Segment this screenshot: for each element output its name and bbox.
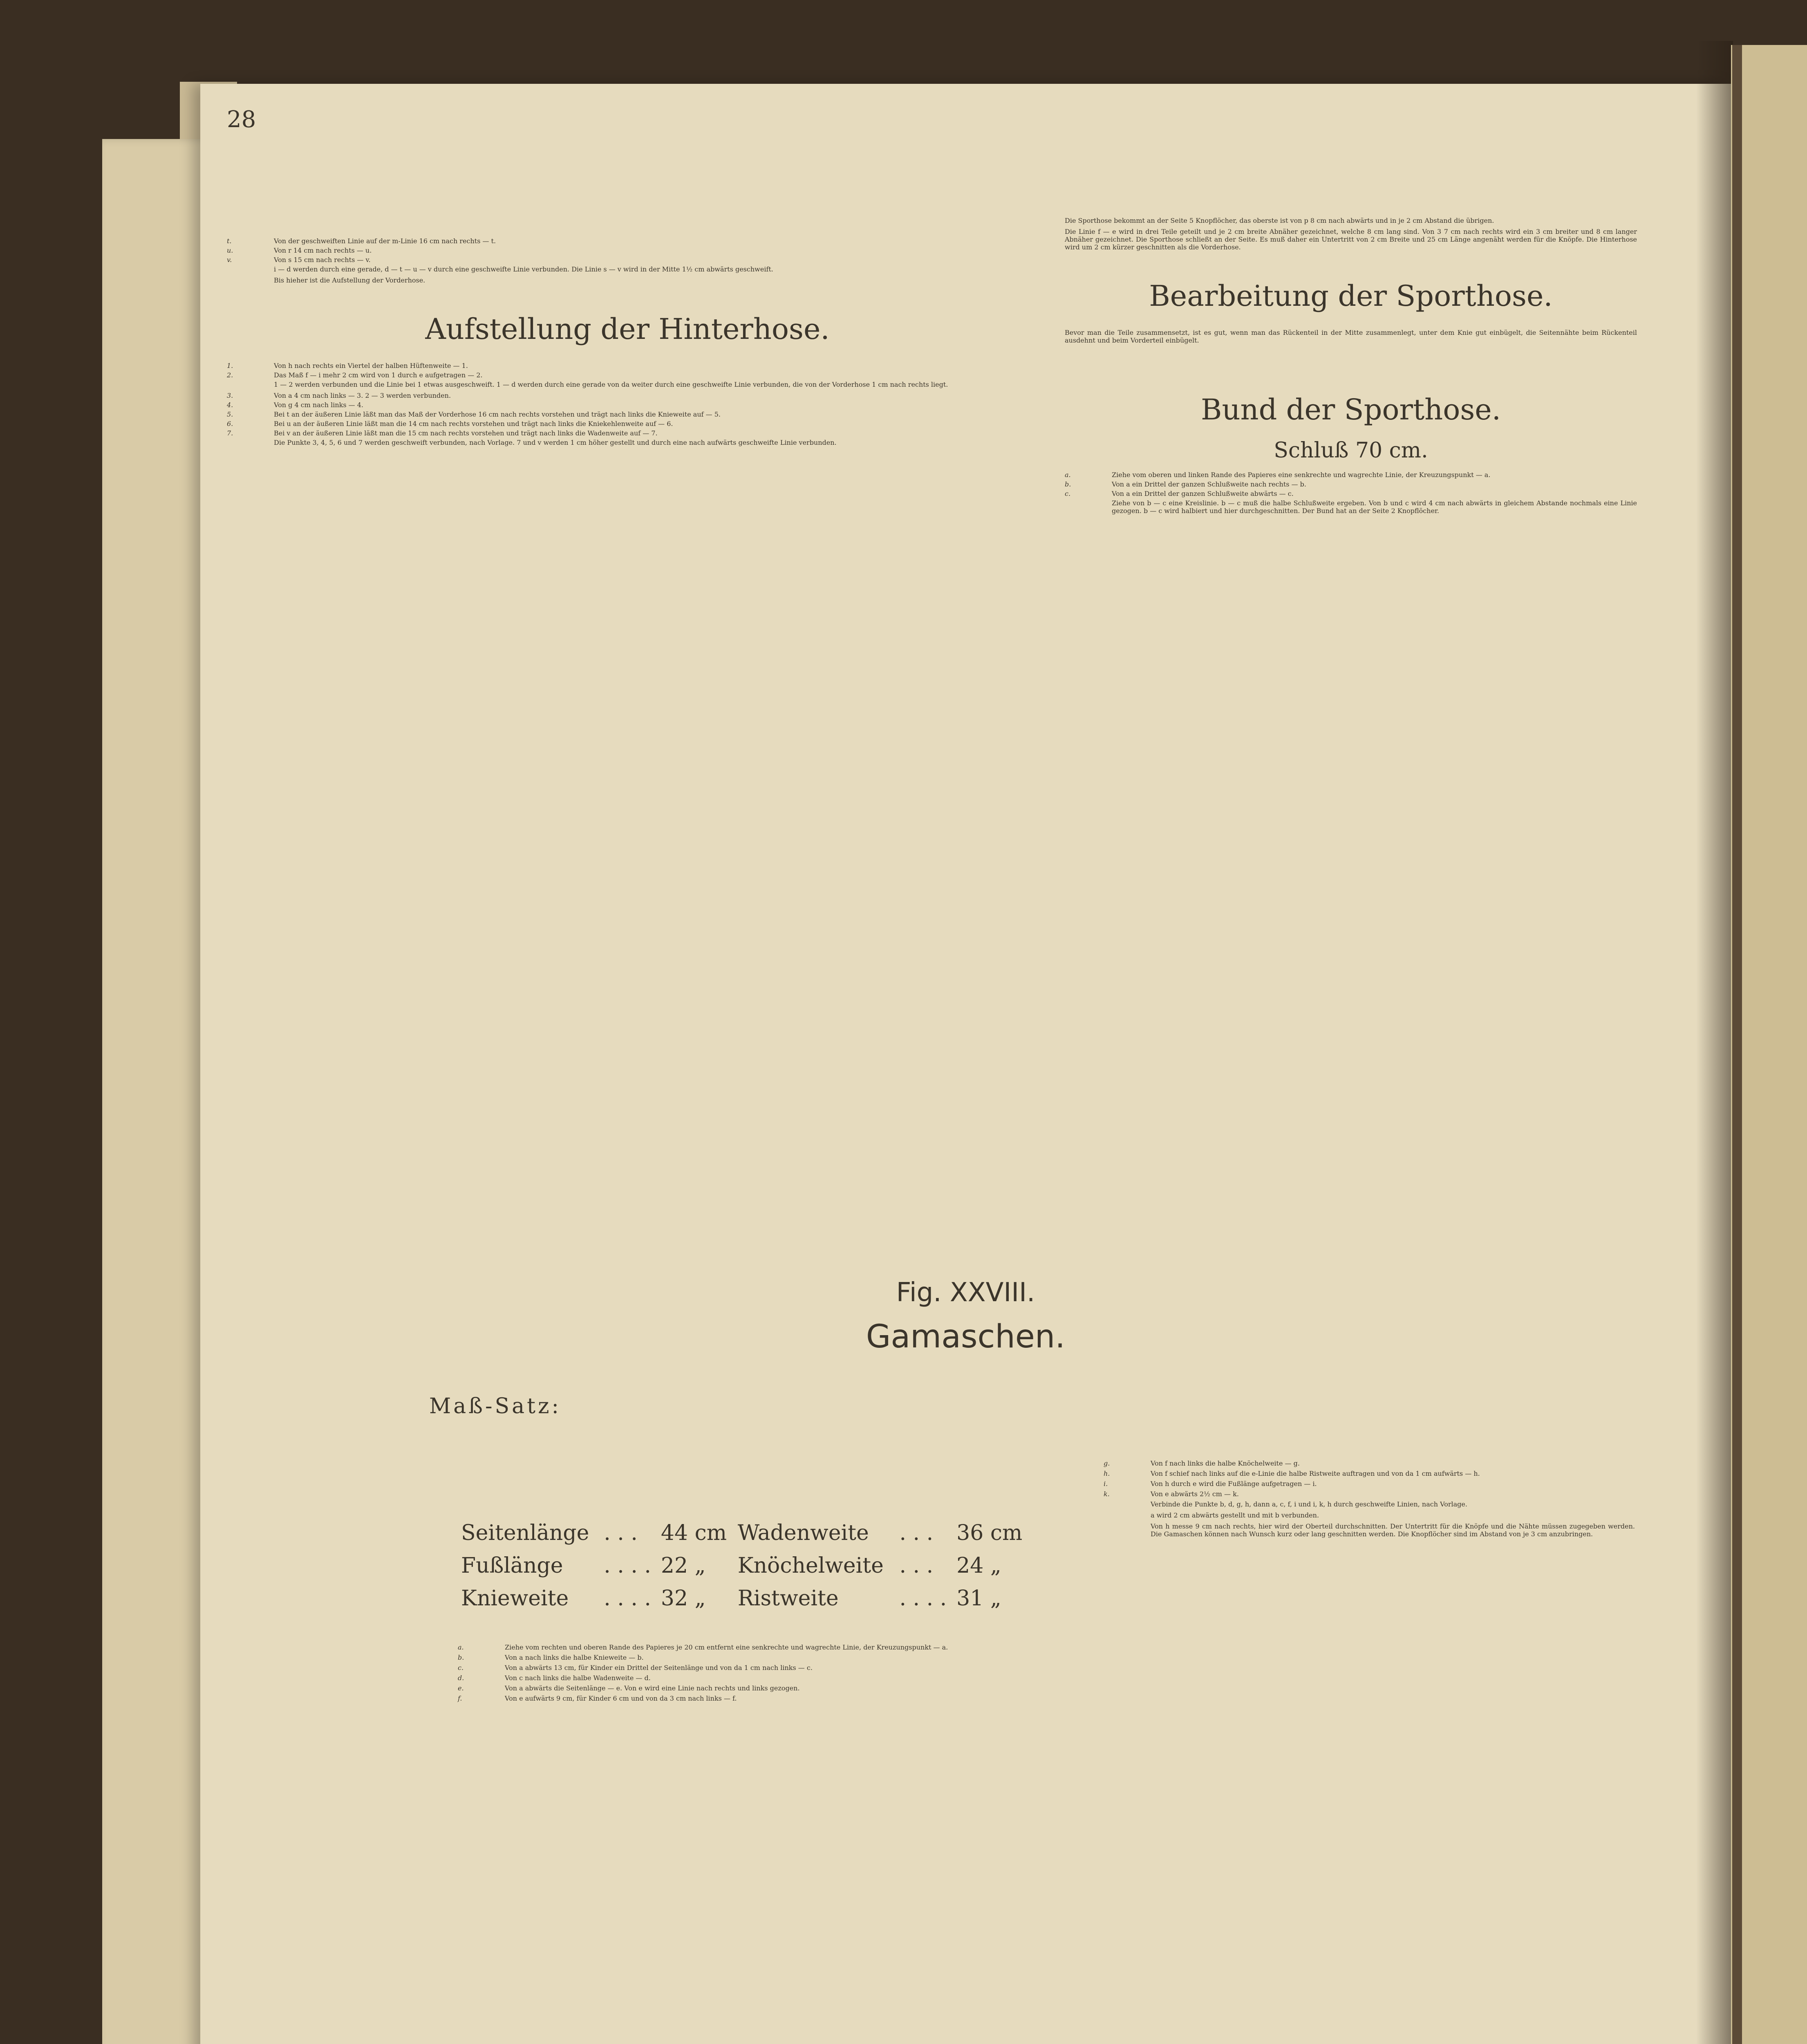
measure-name: Ristweite (737, 1586, 839, 1611)
measure-dots: . . . (899, 1521, 934, 1545)
item-text: Von der geschweiften Linie auf der m-Linie 16 cm nach rechts — t. (274, 237, 496, 245)
left-column (227, 237, 1028, 450)
measure-value: 36 cm (956, 1521, 1023, 1545)
list-item (227, 410, 1028, 418)
item-label: c. (458, 1664, 464, 1672)
paragraph: a wird 2 cm abwärts gestellt und mit b verbunden. (1151, 1511, 1319, 1519)
paragraph: Ziehe von b — c eine Kreislinie. b — c muß die halbe Schlußweite ergeben. Von b und c wird 4 cm nach abwärts in gleichem Abstande nochmals eine Linie gezogen. b — c wird halbiert und hier durchgeschnitten. Der Bund hat an der Seite 2 Knopflöcher. (1112, 499, 1637, 515)
item-text: Von g 4 cm nach links — 4. (274, 401, 363, 409)
list-item (227, 256, 1028, 264)
item-label: 1. (227, 362, 233, 370)
item-text: Von e aufwärts 9 cm, für Kinder 6 cm und von da 3 cm nach links — f. (505, 1694, 737, 1702)
item-label: 3. (227, 392, 233, 399)
item-label: d. (458, 1674, 464, 1682)
item-label: v. (227, 256, 232, 264)
list-item (227, 237, 1028, 245)
item-text: Von c nach links die halbe Wadenweite — d. (505, 1674, 651, 1682)
measure-value: 32 „ (661, 1586, 706, 1611)
measure-table (458, 1517, 1030, 1615)
measure-dots: . . . . (604, 1586, 651, 1611)
item-label: e. (458, 1684, 464, 1692)
measure-set-heading: Maß-Satz: (429, 1394, 561, 1419)
list-item (227, 401, 1028, 409)
measure-name: Knieweite (461, 1586, 569, 1611)
item-text: Von a 4 cm nach links — 3. 2 — 3 werden verbunden. (274, 392, 451, 399)
item-text: Von r 14 cm nach rechts — u. (274, 247, 372, 254)
list-item (227, 371, 1028, 379)
paragraph: Bevor man die Teile zusammensetzt, ist es gut, wenn man das Rückenteil in der Mitte zusammenlegt, unter dem Knie gut einbügelt, die Seitennähte beim Rückenteil ausdehnt und beim Vorderteil einbügelt. (1065, 329, 1637, 344)
item-label: 4. (227, 401, 233, 409)
paragraph: 1 — 2 werden verbunden und die Linie bei 1 etwas ausgeschweift. 1 — d werden durch eine gerade von da weiter durch eine geschweifte Linie verbunden, die von der Vorderhose 1 cm nach rechts liegt. (274, 381, 948, 388)
section-heading: Bund der Sporthose. (1201, 393, 1501, 426)
list-item (458, 1654, 1128, 1661)
table-row (458, 1517, 1030, 1549)
list-item (458, 1643, 1128, 1651)
measure-name: Knöchelweite (737, 1553, 884, 1578)
facing-page-edge (1731, 45, 1807, 2044)
item-label: k. (1104, 1490, 1110, 1498)
item-label: b. (458, 1654, 464, 1661)
paragraph: Bis hieher ist die Aufstellung der Vorderhose. (274, 276, 425, 284)
paragraph: Von h messe 9 cm nach rechts, hier wird der Oberteil durchschnitten. Der Untertritt für die Knöpfe und die Nähte müssen zugegeben werden. Die Gamaschen können nach Wunsch kurz oder lang geschnitten werden. Die Knopflöcher sind im Abstand von je 3 cm anzubringen. (1151, 1522, 1635, 1538)
measure-dots: . . . (899, 1553, 934, 1578)
item-label: u. (227, 247, 233, 254)
measure-value: 31 „ (956, 1586, 1001, 1611)
item-label: b. (1065, 480, 1071, 488)
list-item (458, 1664, 1128, 1672)
table-row (458, 1582, 1030, 1615)
gamaschen-right-column (1104, 1459, 1635, 1541)
list-item (458, 1694, 1128, 1702)
item-label: a. (458, 1643, 464, 1651)
list-item (227, 429, 1028, 437)
item-text: Von a nach links die halbe Knieweite — b. (505, 1654, 644, 1661)
item-label: 5. (227, 410, 233, 418)
gutter (1732, 45, 1742, 2044)
list-item (1104, 1490, 1635, 1498)
item-text: Bei u an der äußeren Linie läßt man die 14 cm nach rechts vorstehen und trägt nach links die Kniekehlenweite auf — 6. (274, 420, 673, 428)
item-label: c. (1065, 490, 1071, 498)
item-text: Von a abwärts die Seitenlänge — e. Von e wird eine Linie nach rechts und links gezogen. (505, 1684, 800, 1692)
measure-name: Wadenweite (737, 1521, 869, 1545)
binding-shadow (1696, 41, 1733, 2044)
item-text: Von f nach links die halbe Knöchelweite — g. (1151, 1459, 1300, 1467)
item-label: h. (1104, 1470, 1110, 1477)
measure-name: Fußlänge (461, 1553, 563, 1578)
item-text: Bei t an der äußeren Linie läßt man das Maß der Vorderhose 16 cm nach rechts vorstehen und trägt nach links die Knieweite auf — 5. (274, 410, 721, 418)
item-label: t. (227, 237, 232, 245)
list-item (458, 1684, 1128, 1692)
measure-value: 24 „ (956, 1553, 1001, 1578)
measure-value: 44 cm (661, 1521, 727, 1545)
figure-label: Fig. XXVIII. (896, 1278, 1035, 1308)
item-text: Von h nach rechts ein Viertel der halben Hüftenweite — 1. (274, 362, 468, 370)
list-item (1104, 1480, 1635, 1488)
item-text: Bei v an der äußeren Linie läßt man die 15 cm nach rechts vorstehen und trägt nach links die Wadenweite auf — 7. (274, 429, 658, 437)
page-number: 28 (227, 106, 256, 133)
section-heading: Aufstellung der Hinterhose. (425, 312, 830, 346)
item-text: Von s 15 cm nach rechts — v. (274, 256, 371, 264)
item-label: g. (1104, 1459, 1110, 1467)
list-item (1065, 490, 1637, 498)
item-label: 7. (227, 429, 233, 437)
measure-value: 22 „ (661, 1553, 706, 1578)
item-text: Von a ein Drittel der ganzen Schlußweite nach rechts — b. (1112, 480, 1306, 488)
measure-dots: . . . (604, 1521, 638, 1545)
item-text: Von h durch e wird die Fußlänge aufgetragen — i. (1151, 1480, 1317, 1488)
figure-title: Gamaschen. (866, 1318, 1066, 1355)
right-column (1065, 217, 1637, 518)
list-item (227, 247, 1028, 254)
measure-name: Seitenlänge (461, 1521, 589, 1545)
paragraph: Die Punkte 3, 4, 5, 6 und 7 werden geschweift verbunden, nach Vorlage. 7 und v werden 1 cm höher gestellt und durch eine nach aufwärts geschweifte Linie verbunden. (274, 439, 837, 446)
item-text: Ziehe vom rechten und oberen Rande des Papieres je 20 cm entfernt eine senkrechte und wagrechte Linie, der Kreuzungspunkt — a. (505, 1643, 948, 1651)
gamaschen-left-column (458, 1643, 1128, 1705)
item-text: Von f schief nach links auf die e-Linie die halbe Ristweite auftragen und von da 1 cm aufwärts — h. (1151, 1470, 1480, 1477)
table-row (458, 1549, 1030, 1582)
item-label: a. (1065, 471, 1071, 479)
item-label: 6. (227, 420, 233, 428)
list-item (227, 420, 1028, 428)
item-text: Ziehe vom oberen und linken Rande des Papieres eine senkrechte und wagrechte Linie, der Kreuzungspunkt — a. (1112, 471, 1491, 479)
list-item (1065, 480, 1637, 488)
list-item (227, 362, 1028, 370)
paragraph: i — d werden durch eine gerade, d — t — u — v durch eine geschweifte Linie verbunden. Die Linie s — v wird in der Mitte 1½ cm abwärts geschweift. (274, 265, 773, 273)
measure-dots: . . . . (899, 1586, 947, 1611)
list-item (1065, 471, 1637, 479)
paragraph: Verbinde die Punkte b, d, g, h, dann a, c, f, i und i, k, h durch geschweifte Linien, nach Vorlage. (1151, 1500, 1467, 1508)
item-text: Von a ein Drittel der ganzen Schlußweite abwärts — c. (1112, 490, 1294, 498)
list-item (458, 1674, 1128, 1682)
measure-dots: . . . . (604, 1553, 651, 1578)
item-label: f. (458, 1694, 462, 1702)
paragraph: Die Sporthose bekommt an der Seite 5 Knopflöcher, das oberste ist von p 8 cm nach abwärts und in je 2 cm Abstand die übrigen. (1065, 217, 1494, 224)
list-item (227, 392, 1028, 399)
section-heading: Bearbeitung der Sporthose. (1149, 279, 1553, 313)
item-text: Von a abwärts 13 cm, für Kinder ein Drittel der Seitenlänge und von da 1 cm nach links — c. (505, 1664, 813, 1672)
item-text: Das Maß f — i mehr 2 cm wird von 1 durch e aufgetragen — 2. (274, 371, 483, 379)
list-item (1104, 1470, 1635, 1477)
item-text: Von e abwärts 2½ cm — k. (1151, 1490, 1239, 1498)
list-item (1104, 1459, 1635, 1467)
paragraph: Die Linie f — e wird in drei Teile geteilt und je 2 cm breite Abnäher gezeichnet, welche 8 cm lang sind. Von 3 7 cm nach rechts wird ein 3 cm breiter und 8 cm langer Abnäher gezeichnet. Die Sporthose schließt an der Seite. Es muß daher ein Untertritt von 2 cm Breite und 25 cm Länge angenäht werden für die Knöpfe. Die Hinterhose wird um 2 cm kürzer geschnitten als die Vorderhose. (1065, 228, 1637, 251)
item-label: 2. (227, 371, 233, 379)
section-subheading: Schluß 70 cm. (1274, 438, 1428, 463)
item-label: i. (1104, 1480, 1108, 1488)
